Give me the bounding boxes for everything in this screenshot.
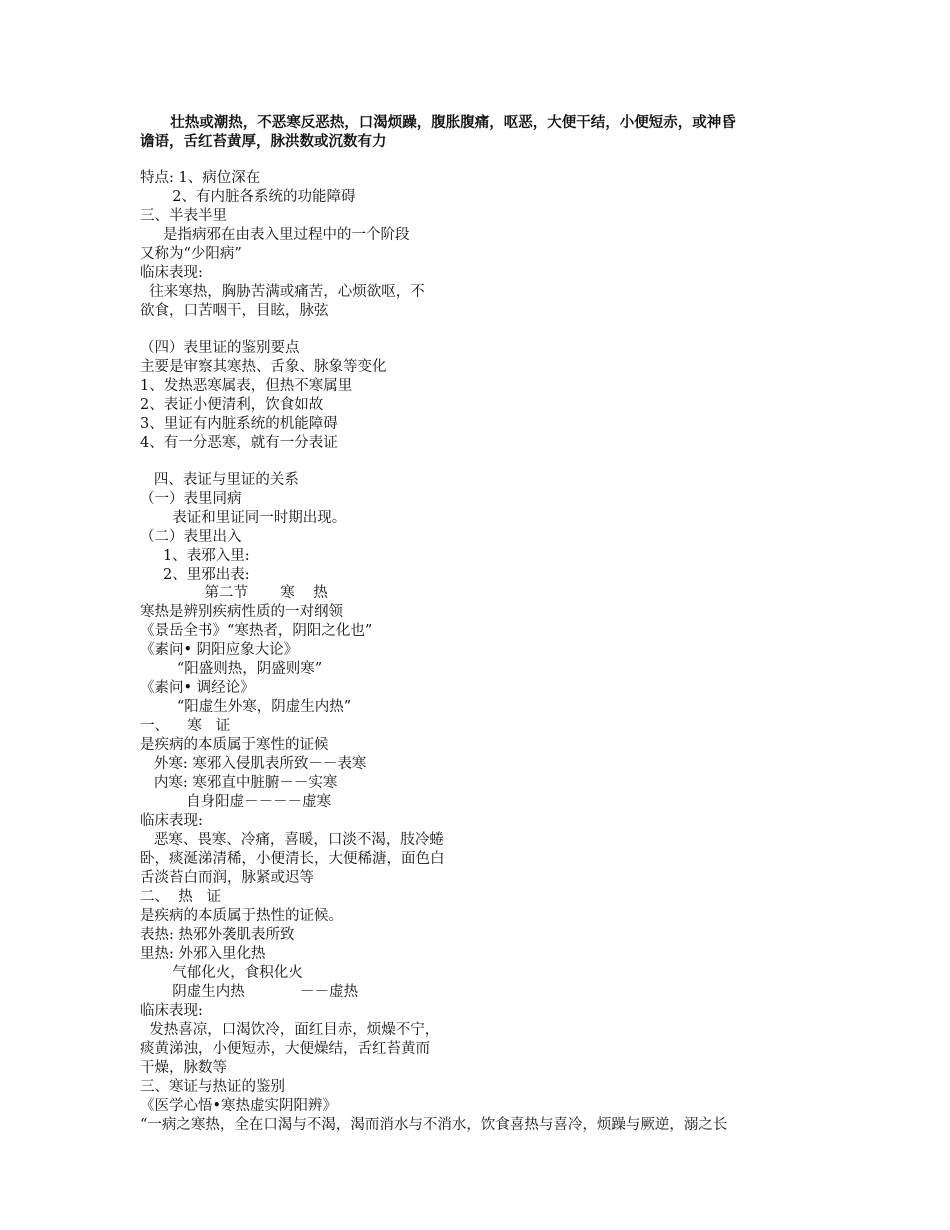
text-line: 主要是审察其寒热、舌象、脉象等变化: [140, 359, 387, 375]
section-heading: 四、表证与里证的关系: [140, 472, 299, 488]
section-heading: 三、半表半里: [140, 208, 227, 224]
text-line: 2、表证小便清利，饮食如故: [140, 397, 324, 413]
text-line: 是指病邪在由表入里过程中的一个阶段: [140, 227, 410, 243]
text-line: 是疾病的本质属于热性的证候。: [140, 908, 343, 924]
text-line: 4、有一分恶寒，就有一分表证: [140, 435, 338, 451]
text-line: 壮热或潮热，不恶寒反恶热，口渴烦躁，腹胀腹痛，呕恶，大便干结，小便短赤，或神昏: [140, 114, 736, 131]
section-heading: 三、寒证与热证的鉴别: [140, 1079, 285, 1095]
text-line: “阳盛则热，阴盛则寒”: [140, 661, 323, 677]
text-line: 临床表现:: [140, 265, 203, 281]
section-heading: 一、 寒 证: [140, 718, 231, 734]
text-line: 往来寒热，胸胁苦满或痛苦，心烦欲呕，不: [140, 284, 425, 300]
text-line: 自身阳虚－－－－虚寒: [140, 794, 332, 810]
text-line: 表证和里证同一时期出现。: [140, 510, 347, 526]
text-line: 外寒: 寒邪入侵肌表所致－－表寒: [140, 756, 367, 772]
text-line: 临床表现:: [140, 813, 203, 829]
text-line: 内寒: 寒邪直中脏腑－－实寒: [140, 775, 338, 791]
text-line: 是疾病的本质属于寒性的证候: [140, 737, 329, 753]
text-line: 舌淡苔白而润，脉紧或迟等: [140, 870, 314, 886]
section-heading: （二）表里出入: [140, 529, 242, 545]
text-line: 谵语，舌红苔黄厚，脉洪数或沉数有力: [140, 133, 387, 150]
text-line: 2、有内脏各系统的功能障碍: [140, 189, 356, 205]
text-line: 寒热是辨别疾病性质的一对纲领: [140, 604, 343, 620]
text-line: 阴虚生内热 －－虚热: [140, 984, 359, 1000]
text-line: 3、里证有内脏系统的机能障碍: [140, 416, 338, 432]
text-line: 欲食，口苦咽干，目眩，脉弦: [140, 303, 329, 319]
text-line: 干燥，脉数等: [140, 1060, 227, 1076]
text-line: 又称为“少阳病”: [140, 246, 242, 262]
text-line: 临床表现:: [140, 1003, 203, 1019]
text-line: “阳虚生外寒，阴虚生内热”: [140, 699, 352, 715]
text-line: 1、发热恶寒属表，但热不寒属里: [140, 378, 353, 394]
section-heading: （四）表里证的鉴别要点: [140, 340, 300, 356]
section-heading: 二、 热 证: [140, 889, 222, 905]
text-line: 表热: 热邪外袭肌表所致: [140, 927, 295, 943]
text-line: 2、里邪出表:: [140, 567, 250, 583]
text-line: 特点: 1、病位深在: [140, 170, 261, 186]
section-heading: （一）表里同病: [140, 491, 242, 507]
text-line: 《景岳全书》“寒热者，阴阳之化也”: [140, 623, 373, 639]
text-line: 《素问• 阴阳应象大论》: [140, 642, 299, 658]
text-line: 痰黄涕浊，小便短赤，大便燥结，舌红苔黄而: [140, 1041, 430, 1057]
text-line: 发热喜凉，口渴饮冷，面红目赤，烦燥不宁，: [140, 1022, 440, 1038]
text-line: “一病之寒热，全在口渴与不渴，渴而消水与不消水，饮食喜热与喜冷，烦躁与厥逆，溺之长: [140, 1117, 728, 1133]
text-line: 《素问• 调经论》: [140, 680, 255, 696]
text-line: 《医学心悟•寒热虚实阴阳辨》: [140, 1098, 338, 1114]
text-line: 气郁化火，食积化火: [140, 965, 303, 981]
text-line: 里热: 外邪入里化热: [140, 946, 266, 962]
text-line: 1、表邪入里:: [140, 548, 250, 564]
chapter-heading: 第二节 寒 热: [140, 585, 328, 601]
text-line: 恶寒、畏寒、冷痛，喜暖，口淡不渴，肢冷蜷: [140, 832, 444, 848]
text-line: 卧，痰涎涕清稀，小便清长，大便稀溏，面色白: [140, 851, 445, 867]
